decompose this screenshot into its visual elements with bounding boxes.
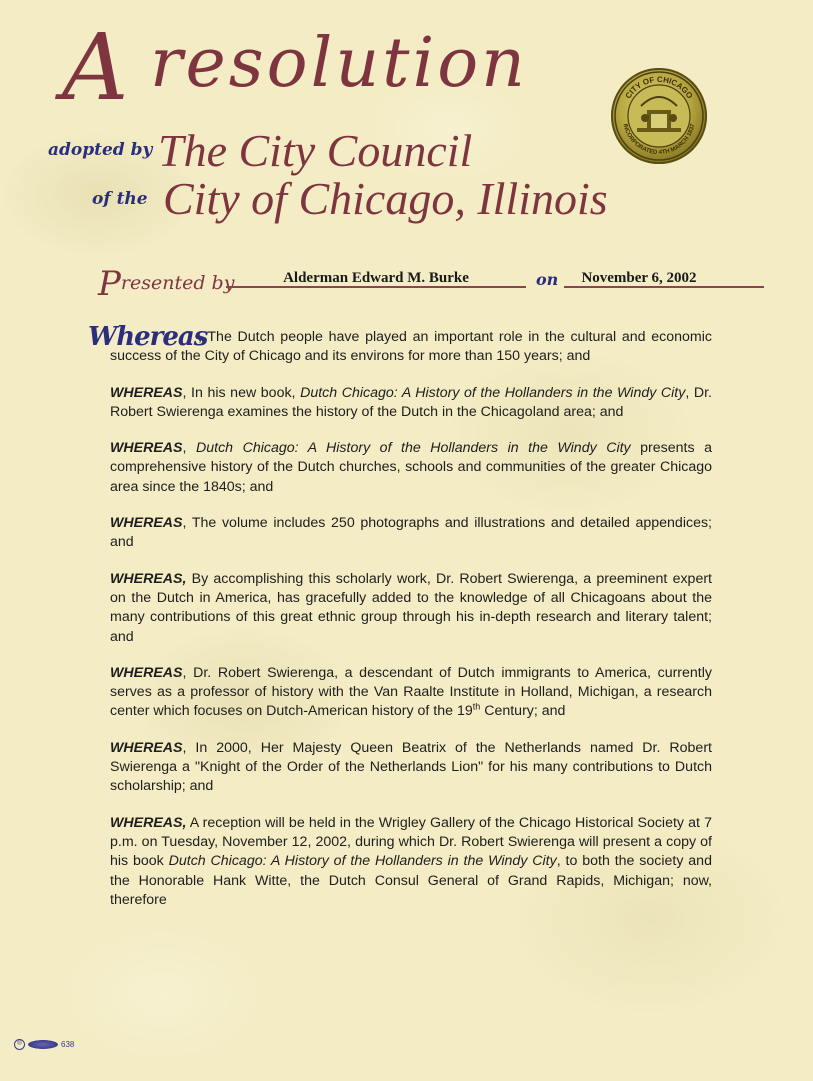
clause-text: , The volume includes 250 photographs and illustrations and detailed appendices; and (110, 515, 712, 551)
presented-by-row (98, 262, 768, 304)
whereas-clause (110, 514, 712, 553)
whereas-clause (110, 814, 712, 910)
clause-text: A reception will be held in the Wrigley Gallery of the Chicago Historical Society at 7 p.m. on Tuesday, November 12, 2002, during which Dr. Robert Swierenga will present a copy of his book (110, 814, 712, 870)
title-initial: A (62, 14, 129, 121)
whereas-keyword: WHEREAS (110, 440, 183, 457)
seal-text-bottom: INCORPORATED 4TH MARCH 1837 (621, 123, 697, 157)
whereas-keyword: WHEREAS (110, 739, 183, 756)
clause-text: , Dr. Robert Swierenga examines the history of the Dutch in the Chicagoland area; and (110, 384, 712, 420)
clause-text: Century; and (480, 703, 566, 720)
city-name: City of Chicago, Illinois (163, 173, 608, 224)
of-the-label: of the (92, 189, 148, 209)
city-of-chicago-seal-icon (611, 68, 707, 164)
clause-text: , In his new book, (182, 384, 301, 401)
presented-by-label (98, 264, 234, 304)
clause-text: , Dr. Robert Swierenga, a descendant of Dutch immigrants to America, currently serves as a professor of history with the Van Raalte Institute in Holland, Michigan, a research center which focuses on Dutch-American history of the 19 (110, 664, 712, 720)
whereas-keyword: WHEREAS (110, 515, 183, 532)
clause-text: , (182, 440, 196, 457)
union-label (14, 1037, 74, 1051)
book-title: Dutch Chicago: A History of the Hollanders in the Windy City (300, 384, 686, 401)
whereas-clause (110, 439, 712, 497)
clause-text: th (472, 701, 481, 712)
presented-rest: resented by (120, 272, 235, 294)
clause-text: , to both the society and the Honorable Hank Witte, the Dutch Consul General of Grand Rapids, Michigan; now, therefore (110, 853, 712, 908)
clause-text: By accomplishing this scholarly work, Dr. Robert Swierenga, a preeminent expert on the Dutch in America, has gracefully added to the knowledge of all Chicagoans about the many contributions of this great ethnic group through his in-depth research and literary talent; and (110, 570, 712, 645)
adopted-by-label: adopted by (48, 140, 153, 160)
seal-graphic (611, 68, 707, 164)
whereas-keyword: WHEREAS (110, 664, 183, 681)
whereas-clause (110, 739, 712, 797)
clause-text: presents a comprehensive history of the Dutch churches, schools and communities of the greater Chicago area since the 1840s; and (110, 440, 712, 495)
presented-initial: P (98, 264, 121, 304)
clause-text: , In 2000, Her Majesty Queen Beatrix of the Netherlands named Dr. Robert Swierenga a "Knight of the Order of the Netherlands Lion" for his many contributions to Dutch scholarship; and (110, 739, 712, 795)
resolution-body (110, 328, 712, 927)
council-name: The City Council (158, 125, 473, 176)
union-number: 638 (61, 1039, 75, 1049)
whereas-keyword: WHEREAS (110, 384, 183, 401)
whereas-clause (110, 664, 712, 722)
book-title: Dutch Chicago: A History of the Hollanders in the Windy City (168, 853, 557, 870)
on-label: on (536, 270, 559, 289)
whereas-keyword: WHEREAS, (110, 814, 187, 831)
title-word: resolution (150, 24, 528, 103)
whereas-drop-cap: Whereas (88, 322, 208, 352)
presented-date: November 6, 2002 (581, 270, 697, 286)
whereas-clause (110, 570, 712, 647)
whereas-keyword: WHEREAS, (110, 570, 187, 587)
clause-text: , The Dutch people have played an important role in the cultural and economic success of the City of Chicago and its environs for more than 150 years; and (110, 329, 712, 365)
whereas-clause (110, 384, 712, 423)
book-title: Dutch Chicago: A History of the Hollanders in the Windy City (196, 440, 631, 457)
union-label-icon (28, 1040, 58, 1049)
seal-text-top: CITY OF CHICAGO (623, 74, 695, 101)
presenter-name: Alderman Edward M. Burke (283, 270, 469, 286)
registered-mark: ® (14, 1039, 25, 1050)
whereas-clause (110, 328, 712, 367)
